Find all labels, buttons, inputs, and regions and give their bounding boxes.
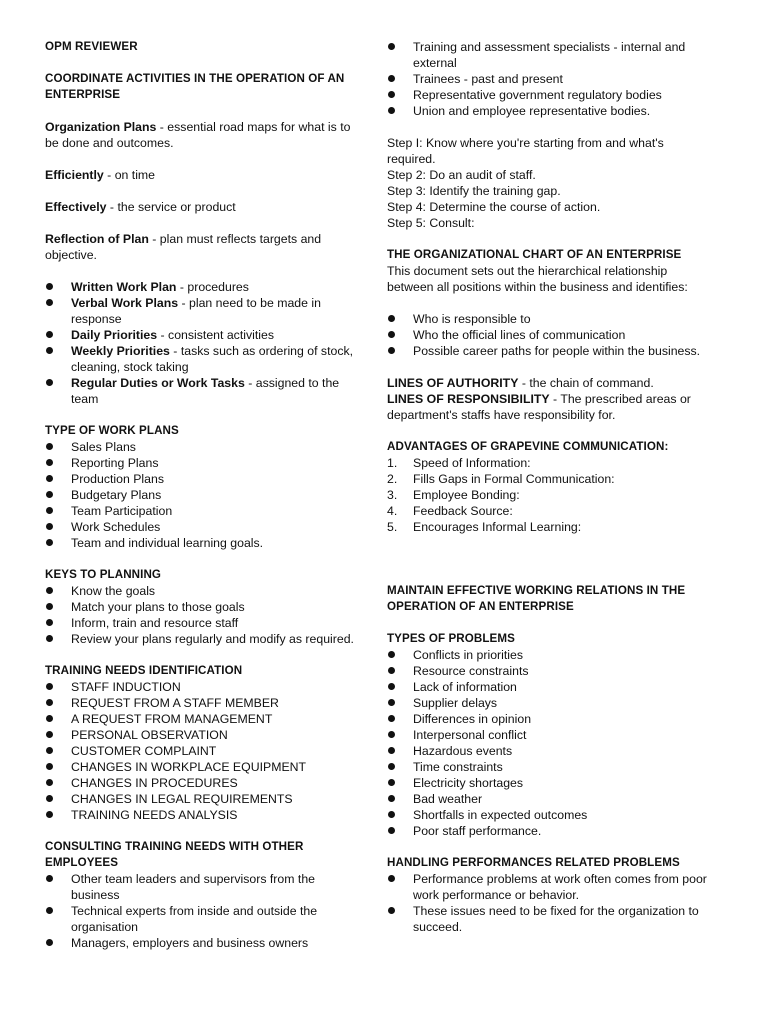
definition-efficiently: Efficiently - on time [45,168,156,182]
list-item: Supplier delays [387,695,707,711]
list-item: 4. Feedback Source: [387,504,513,518]
list-item: Work Schedules [45,519,360,535]
bullet-icon [46,587,53,594]
section-heading-performance: HANDLING PERFORMANCES RELATED PROBLEMS [387,856,680,869]
section-heading-coordinate: COORDINATE ACTIVITIES IN THE OPERATION OF AN ENTERPRISE [45,72,345,101]
bullet-icon [388,331,395,338]
bullet-icon [388,683,395,690]
list-item: Match your plans to those goals [45,599,360,615]
list-item: These issues need to be fixed for the organization to succeed. [387,903,707,935]
section-heading-tni: TRAINING NEEDS IDENTIFICATION [45,664,243,677]
list-item: Written Work Plan - procedures [45,279,360,295]
section-heading-consulting: CONSULTING TRAINING NEEDS WITH OTHER EMPLOYEES [45,840,304,869]
bullet-icon [388,811,395,818]
list-item: Electricity shortages [387,775,707,791]
list-item: CHANGES IN WORKPLACE EQUIPMENT [45,759,360,775]
list-item: Training and assessment specialists - internal and external [387,39,707,71]
list-item: 1. Speed of Information: [387,456,531,470]
bullet-icon [46,875,53,882]
list-item: Time constraints [387,759,707,775]
list-item: Technical experts from inside and outside the organisation [45,903,360,935]
bullet-icon [46,491,53,498]
bullet-icon [46,283,53,290]
bullet-icon [46,619,53,626]
list-item: Regular Duties or Work Tasks - assigned to the team [45,375,360,407]
bullet-icon [46,779,53,786]
bullet-icon [46,603,53,610]
lines-of-responsibility: LINES OF RESPONSIBILITY - The prescribed areas or department's staffs have responsibility for. [387,392,691,422]
list-item: Hazardous events [387,743,707,759]
bullet-icon [388,827,395,834]
bullet-icon [46,523,53,530]
list-item: Daily Priorities - consistent activities [45,327,360,343]
section-heading-grapevine: ADVANTAGES OF GRAPEVINE COMMUNICATION: [387,440,669,453]
left-column [45,39,360,951]
bullet-icon [388,667,395,674]
bullet-icon [388,75,395,82]
list-item: 3. Employee Bonding: [387,488,520,502]
bullet-icon [46,795,53,802]
definition-reflection-of-plan: Reflection of Plan - plan must reflects targets and objective. [45,232,322,262]
document-title: OPM REVIEWER [45,40,138,53]
org-chart-text: This document sets out the hierarchical relationship between all positions within the business and identifies: [387,264,688,294]
bullet-icon [46,747,53,754]
bullet-icon [46,635,53,642]
list-item: Differences in opinion [387,711,707,727]
bullet-icon [46,811,53,818]
list-item: Poor staff performance. [387,823,707,839]
bullet-icon [388,91,395,98]
list-item: Managers, employers and business owners [45,935,360,951]
list-item: Union and employee representative bodies. [387,103,707,119]
list-item: Who the official lines of communication [387,327,707,343]
org-chart-list [387,311,707,359]
work-plans-list [45,439,360,551]
section-heading-keys: KEYS TO PLANNING [45,568,162,581]
bullet-icon [388,779,395,786]
bullet-icon [46,459,53,466]
bullet-icon [388,747,395,754]
list-item: Inform, train and resource staff [45,615,360,631]
list-item: Possible career paths for people within the business. [387,343,707,359]
bullet-icon [388,763,395,770]
plan-types-list [45,279,360,407]
list-item: Trainees - past and present [387,71,707,87]
bullet-icon [388,715,395,722]
tni-list [45,679,360,823]
list-item: Representative government regulatory bodies [387,87,707,103]
bullet-icon [388,875,395,882]
section-heading-maintain: MAINTAIN EFFECTIVE WORKING RELATIONS IN THE OPERATION OF AN ENTERPRISE [387,584,686,613]
list-item: 2. Fills Gaps in Formal Communication: [387,472,615,486]
step-line: Step 3: Identify the training gap. [387,184,561,198]
list-item: Other team leaders and supervisors from the business [45,871,360,903]
bullet-icon [46,715,53,722]
keys-list [45,583,360,647]
section-heading-work-plans: TYPE OF WORK PLANS [45,424,179,437]
bullet-icon [388,43,395,50]
bullet-icon [46,331,53,338]
list-item: Review your plans regularly and modify as required. [45,631,360,647]
list-item: A REQUEST FROM MANAGEMENT [45,711,360,727]
list-item: Lack of information [387,679,707,695]
performance-list [387,871,707,935]
section-heading-problems: TYPES OF PROBLEMS [387,632,515,645]
bullet-icon [46,475,53,482]
list-item: CUSTOMER COMPLAINT [45,743,360,759]
problems-list [387,647,707,839]
list-item: Performance problems at work often comes from poor work performance or behavior. [387,871,707,903]
bullet-icon [46,507,53,514]
list-item: CHANGES IN LEGAL REQUIREMENTS [45,791,360,807]
bullet-icon [46,299,53,306]
list-item: PERSONAL OBSERVATION [45,727,360,743]
list-item: REQUEST FROM A STAFF MEMBER [45,695,360,711]
step-line: Step 2: Do an audit of staff. [387,168,536,182]
list-item: Interpersonal conflict [387,727,707,743]
bullet-icon [388,651,395,658]
bullet-icon [388,907,395,914]
list-item: CHANGES IN PROCEDURES [45,775,360,791]
step-line: Step 5: Consult: [387,216,475,230]
list-item: Verbal Work Plans - plan need to be made in response [45,295,360,327]
list-item: Team Participation [45,503,360,519]
list-item: Know the goals [45,583,360,599]
list-item: Sales Plans [45,439,360,455]
bullet-icon [46,907,53,914]
bullet-icon [388,315,395,322]
bullet-icon [46,699,53,706]
bullet-icon [46,763,53,770]
list-item: Who is responsible to [387,311,707,327]
definition-effectively: Effectively - the service or product [45,200,236,214]
bullet-icon [388,795,395,802]
bullet-icon [388,107,395,114]
list-item: Team and individual learning goals. [45,535,360,551]
lines-of-authority: LINES OF AUTHORITY - the chain of command. [387,376,654,390]
bullet-icon [388,731,395,738]
right-column [387,39,707,935]
bullet-icon [46,539,53,546]
bullet-icon [46,939,53,946]
list-item: Weekly Priorities - tasks such as ordering of stock, cleaning, stock taking [45,343,360,375]
steps-block [387,135,707,231]
list-item: TRAINING NEEDS ANALYSIS [45,807,360,823]
step-line: Step I: Know where you're starting from and what's required. [387,136,664,166]
list-item: STAFF INDUCTION [45,679,360,695]
section-heading-org-chart: THE ORGANIZATIONAL CHART OF AN ENTERPRISE [387,248,682,261]
bullet-icon [46,347,53,354]
list-item: 5. Encourages Informal Learning: [387,520,582,534]
consulting-list-continued [387,39,707,119]
step-line: Step 4: Determine the course of action. [387,200,601,214]
bullet-icon [46,443,53,450]
list-item: Production Plans [45,471,360,487]
bullet-icon [46,731,53,738]
list-item: Shortfalls in expected outcomes [387,807,707,823]
bullet-icon [46,683,53,690]
list-item: Bad weather [387,791,707,807]
definition-organization-plans: Organization Plans - essential road maps for what is to be done and outcomes. [45,120,351,150]
consulting-list [45,871,360,951]
bullet-icon [46,379,53,386]
grapevine-list [387,455,707,535]
list-item: Resource constraints [387,663,707,679]
bullet-icon [388,699,395,706]
bullet-icon [388,347,395,354]
list-item: Budgetary Plans [45,487,360,503]
list-item: Conflicts in priorities [387,647,707,663]
list-item: Reporting Plans [45,455,360,471]
